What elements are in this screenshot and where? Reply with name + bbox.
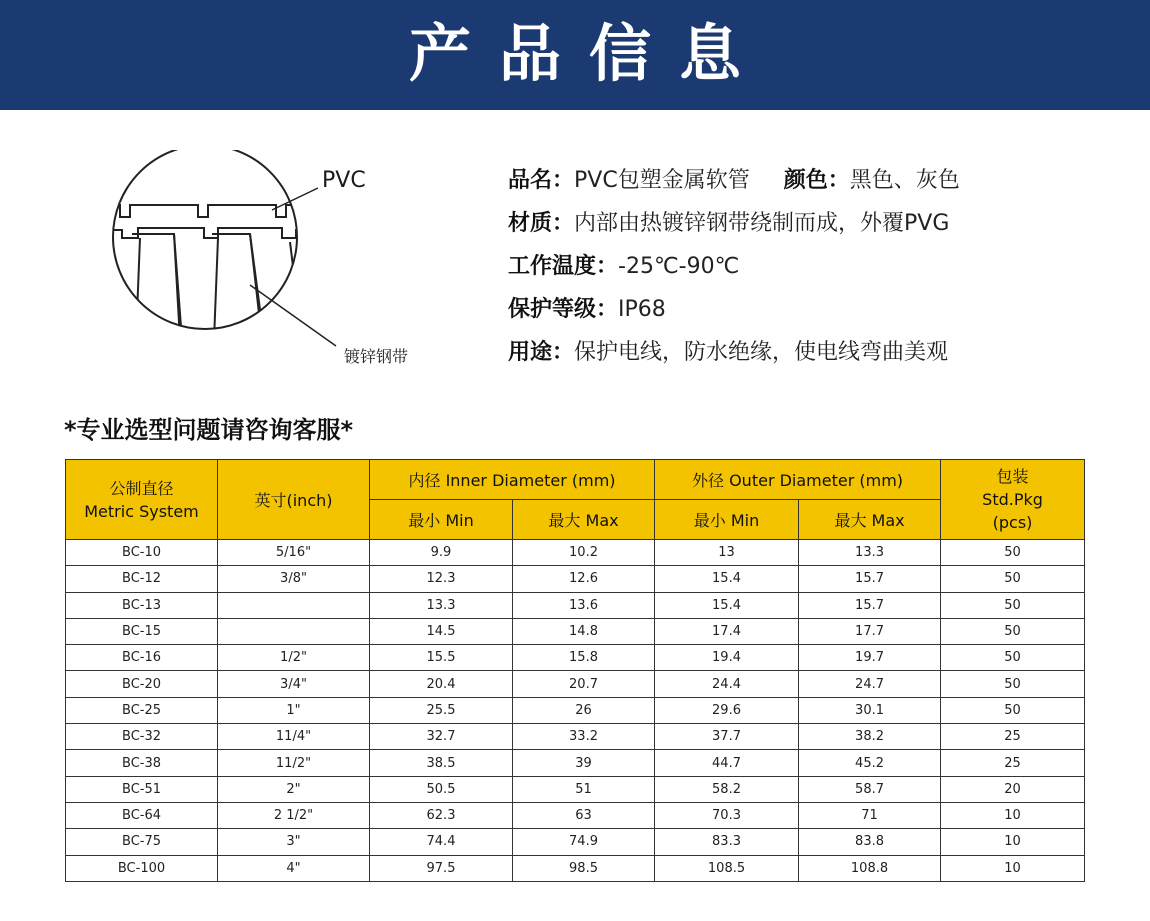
cell-inner-min: 12.3 [370,566,513,592]
table-row [66,724,1085,750]
cell-inner-min: 74.4 [370,829,513,855]
size-spec-table [65,459,1085,882]
spec-line-material [508,209,949,239]
cell-package: 10 [941,829,1085,855]
cell-inch: 1/2" [218,645,370,671]
cell-model: BC-32 [66,724,218,750]
spec-temp-key: 工作温度： [508,254,619,279]
spec-ip-value: IP68 [618,297,666,322]
cell-outer-min: 19.4 [655,645,799,671]
cell-outer-min: 58.2 [655,776,799,802]
spec-name-value: PVC包塑金属软管 [574,168,750,193]
cell-model: BC-13 [66,592,218,618]
spec-line-protection [508,295,666,325]
cell-inner-max: 51 [513,776,655,802]
spec-use-value: 保护电线，防水绝缘，使电线弯曲美观 [574,340,949,365]
table-row [66,776,1085,802]
cell-inch: 3/8" [218,566,370,592]
table-row [66,671,1085,697]
cell-outer-max: 15.7 [799,566,941,592]
cell-package: 25 [941,724,1085,750]
cell-inch: 11/4" [218,724,370,750]
cell-inner-min: 50.5 [370,776,513,802]
header-metric [66,460,218,540]
cell-package: 50 [941,566,1085,592]
header-inner-diameter: 内径 Inner Diameter (mm) [370,460,655,500]
cell-inner-max: 74.9 [513,829,655,855]
cell-outer-max: 58.7 [799,776,941,802]
cell-outer-min: 44.7 [655,750,799,776]
cell-inner-max: 39 [513,750,655,776]
spec-temp-value: -25℃-90℃ [618,254,740,279]
steel-strip-label: 镀锌钢带 [344,347,409,366]
cell-outer-min: 108.5 [655,855,799,881]
cell-inch: 2 1/2" [218,802,370,828]
cell-outer-max: 17.7 [799,618,941,644]
cell-outer-min: 83.3 [655,829,799,855]
cell-inch: 5/16" [218,540,370,566]
cell-outer-min: 29.6 [655,697,799,723]
table-row [66,829,1085,855]
cell-outer-min: 17.4 [655,618,799,644]
cell-inner-min: 25.5 [370,697,513,723]
cell-inch: 3" [218,829,370,855]
cell-model: BC-75 [66,829,218,855]
cell-outer-max: 30.1 [799,697,941,723]
spec-name-key: 品名： [508,168,575,193]
header-package-cn: 包装 [996,467,1029,486]
cell-package: 50 [941,645,1085,671]
table-row [66,566,1085,592]
table-row [66,750,1085,776]
spec-line-temperature [508,252,739,282]
hose-cross-section-diagram [100,150,460,380]
cell-model: BC-15 [66,618,218,644]
cell-inner-max: 20.7 [513,671,655,697]
header-package-unit: (pcs) [992,513,1033,532]
cell-inner-max: 15.8 [513,645,655,671]
cell-package: 10 [941,802,1085,828]
cell-inner-min: 13.3 [370,592,513,618]
cell-inner-min: 15.5 [370,645,513,671]
header-inner-min: 最小 Min [370,500,513,540]
cell-outer-min: 15.4 [655,592,799,618]
table-row [66,645,1085,671]
cell-model: BC-38 [66,750,218,776]
cell-outer-max: 45.2 [799,750,941,776]
cell-package: 20 [941,776,1085,802]
pvc-label: PVC [322,168,366,193]
cell-inner-max: 33.2 [513,724,655,750]
table-row [66,855,1085,881]
cell-outer-min: 15.4 [655,566,799,592]
table-row [66,618,1085,644]
cell-inner-min: 97.5 [370,855,513,881]
cell-inner-max: 12.6 [513,566,655,592]
spec-use-key: 用途： [508,340,575,365]
cell-inch [218,592,370,618]
header-outer-min: 最小 Min [655,500,799,540]
cell-outer-max: 38.2 [799,724,941,750]
header-metric-en: Metric System [84,501,199,521]
spec-material-value: 内部由热镀锌钢带绕制而成，外覆PVG [574,211,950,236]
cell-inner-max: 13.6 [513,592,655,618]
cell-outer-min: 24.4 [655,671,799,697]
cell-inch: 3/4" [218,671,370,697]
cell-inch: 4" [218,855,370,881]
header-package-en: Std.Pkg [982,490,1043,509]
page-title: 产品信息 [408,17,769,90]
cell-inch: 1" [218,697,370,723]
cell-outer-max: 83.8 [799,829,941,855]
cell-inner-min: 32.7 [370,724,513,750]
cell-package: 25 [941,750,1085,776]
cell-inner-max: 98.5 [513,855,655,881]
cell-model: BC-100 [66,855,218,881]
cell-model: BC-51 [66,776,218,802]
cell-inch: 11/2" [218,750,370,776]
cell-inner-min: 20.4 [370,671,513,697]
cell-inner-max: 10.2 [513,540,655,566]
cell-outer-max: 24.7 [799,671,941,697]
cell-outer-min: 13 [655,540,799,566]
cell-inner-min: 14.5 [370,618,513,644]
cell-inch: 2" [218,776,370,802]
spec-ip-key: 保护等级： [508,297,619,322]
cell-outer-max: 71 [799,802,941,828]
table-row [66,592,1085,618]
header-outer-diameter: 外径 Outer Diameter (mm) [655,460,941,500]
cell-outer-max: 19.7 [799,645,941,671]
spec-color-value: 黑色、灰色 [849,168,960,193]
cell-inner-min: 9.9 [370,540,513,566]
header-outer-max: 最大 Max [799,500,941,540]
cell-outer-min: 37.7 [655,724,799,750]
cell-model: BC-64 [66,802,218,828]
header-package [941,460,1085,540]
spec-line-name-color [508,166,960,196]
header-inch: 英寸(inch) [218,460,370,540]
header-metric-cn: 公制直径 [109,478,174,498]
cell-model: BC-10 [66,540,218,566]
cell-model: BC-12 [66,566,218,592]
cell-outer-max: 108.8 [799,855,941,881]
cell-model: BC-16 [66,645,218,671]
header-banner [0,0,1150,110]
cell-inner-max: 14.8 [513,618,655,644]
table-row [66,540,1085,566]
spec-color-key: 颜色： [783,168,850,193]
header-inner-max: 最大 Max [513,500,655,540]
cell-inner-min: 38.5 [370,750,513,776]
spec-material-key: 材质： [508,211,575,236]
cell-outer-min: 70.3 [655,802,799,828]
cell-inner-max: 63 [513,802,655,828]
cell-inner-min: 62.3 [370,802,513,828]
spec-line-usage [508,338,948,368]
strip-leader-line [250,285,336,346]
cell-outer-max: 13.3 [799,540,941,566]
cell-package: 50 [941,540,1085,566]
cell-inch [218,618,370,644]
cell-package: 50 [941,697,1085,723]
cell-package: 50 [941,592,1085,618]
table-row [66,802,1085,828]
cell-model: BC-20 [66,671,218,697]
cell-package: 50 [941,671,1085,697]
cell-package: 50 [941,618,1085,644]
consult-notice: *专业选型问题请咨询客服* [64,416,354,444]
cell-outer-max: 15.7 [799,592,941,618]
cell-package: 10 [941,855,1085,881]
cell-inner-max: 26 [513,697,655,723]
table-row [66,697,1085,723]
cell-model: BC-25 [66,697,218,723]
